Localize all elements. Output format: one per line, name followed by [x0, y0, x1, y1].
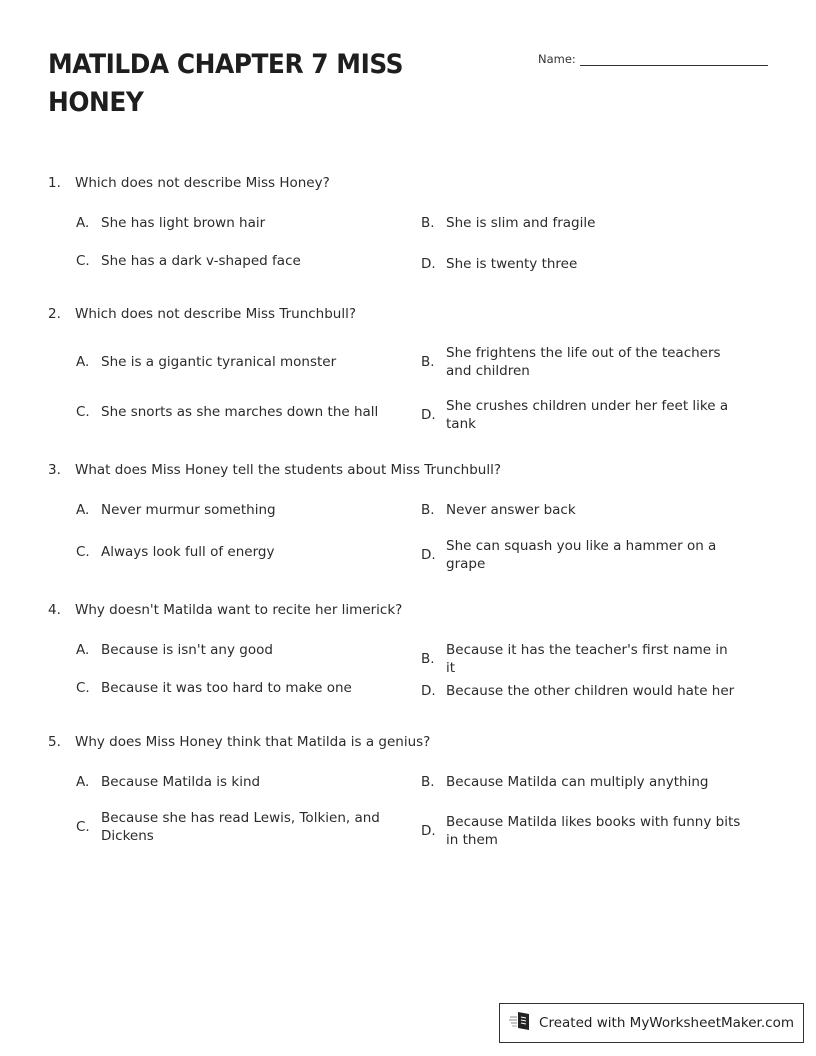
question-number: 1.	[48, 175, 61, 191]
option-letter: B.	[421, 215, 435, 231]
option-letter: A.	[76, 774, 90, 790]
option-a	[76, 641, 396, 659]
option-text: Because she has read Lewis, Tolkien, and Dickens	[101, 810, 380, 844]
option-letter: D.	[421, 823, 436, 839]
option-letter: D.	[421, 256, 436, 272]
option-text: She is twenty three	[446, 256, 578, 272]
question-2	[48, 305, 778, 432]
option-text: Because it has the teacher's first name in it	[446, 642, 728, 676]
option-letter: A.	[76, 502, 90, 518]
option-text: She is a gigantic tyranical monster	[101, 354, 337, 370]
option-a	[76, 353, 396, 371]
option-letter: D.	[421, 547, 436, 563]
option-b	[421, 214, 741, 232]
question-text: Which does not describe Miss Trunchbull?	[75, 306, 357, 322]
option-letter: C.	[76, 253, 90, 269]
footer-text: Created with MyWorksheetMaker.com	[539, 1015, 794, 1031]
question-text: Why doesn't Matilda want to recite her limerick?	[75, 602, 403, 618]
name-blank-line	[580, 50, 768, 66]
question-number: 2.	[48, 306, 61, 322]
question-5	[48, 733, 778, 848]
option-text: Because Matilda can multiply anything	[446, 774, 709, 790]
option-letter: C.	[76, 680, 90, 696]
option-c	[76, 403, 396, 421]
option-letter: C.	[76, 404, 90, 420]
option-d	[421, 682, 741, 700]
option-c	[76, 252, 396, 270]
option-text: Because is isn't any good	[101, 642, 273, 658]
created-with-badge	[499, 1003, 804, 1043]
option-text: Because it was too hard to make one	[101, 680, 352, 696]
option-letter: C.	[76, 544, 90, 560]
option-text: Never answer back	[446, 502, 576, 518]
option-letter: A.	[76, 642, 90, 658]
question-4	[48, 601, 778, 699]
name-field	[538, 50, 768, 66]
question-number: 4.	[48, 602, 61, 618]
worksheet-title: MATILDA CHAPTER 7 MISS HONEY	[48, 49, 404, 118]
option-text: Because the other children would hate her	[446, 683, 735, 699]
option-letter: C.	[76, 819, 90, 835]
option-text: She has light brown hair	[101, 215, 266, 231]
option-d	[421, 813, 741, 849]
option-d	[421, 255, 741, 273]
option-letter: A.	[76, 215, 90, 231]
option-b	[421, 641, 741, 677]
option-text: She is slim and fragile	[446, 215, 596, 231]
option-b	[421, 344, 741, 380]
option-letter: B.	[421, 651, 435, 667]
option-a	[76, 773, 396, 791]
question-number: 3.	[48, 462, 61, 478]
name-label: Name:	[538, 52, 576, 66]
option-text: Always look full of energy	[101, 544, 275, 560]
question-text: What does Miss Honey tell the students about Miss Trunchbull?	[75, 462, 501, 478]
option-b	[421, 501, 741, 519]
option-text: Because Matilda is kind	[101, 774, 261, 790]
option-text: She crushes children under her feet like a tank	[446, 398, 729, 432]
option-text: She snorts as she marches down the hall	[101, 404, 379, 420]
question-3	[48, 461, 778, 572]
question-1	[48, 174, 778, 272]
option-c	[76, 679, 396, 697]
option-letter: B.	[421, 354, 435, 370]
question-text: Which does not describe Miss Honey?	[75, 175, 330, 191]
worksheet-maker-logo-icon	[509, 1010, 539, 1036]
question-text: Why does Miss Honey think that Matilda is a genius?	[75, 734, 431, 750]
option-text: She frightens the life out of the teachers and children	[446, 345, 721, 379]
option-c	[76, 809, 396, 845]
option-letter: B.	[421, 502, 435, 518]
option-text: She can squash you like a hammer on a grape	[446, 538, 717, 572]
option-b	[421, 773, 741, 791]
option-letter: D.	[421, 683, 436, 699]
option-d	[421, 397, 741, 433]
question-number: 5.	[48, 734, 61, 750]
option-text: She has a dark v-shaped face	[101, 253, 301, 269]
option-a	[76, 501, 396, 519]
option-text: Because Matilda likes books with funny bits in them	[446, 814, 741, 848]
option-letter: A.	[76, 354, 90, 370]
option-letter: D.	[421, 407, 436, 423]
option-c	[76, 543, 396, 561]
option-text: Never murmur something	[101, 502, 276, 518]
option-a	[76, 214, 396, 232]
option-d	[421, 537, 741, 573]
option-letter: B.	[421, 774, 435, 790]
